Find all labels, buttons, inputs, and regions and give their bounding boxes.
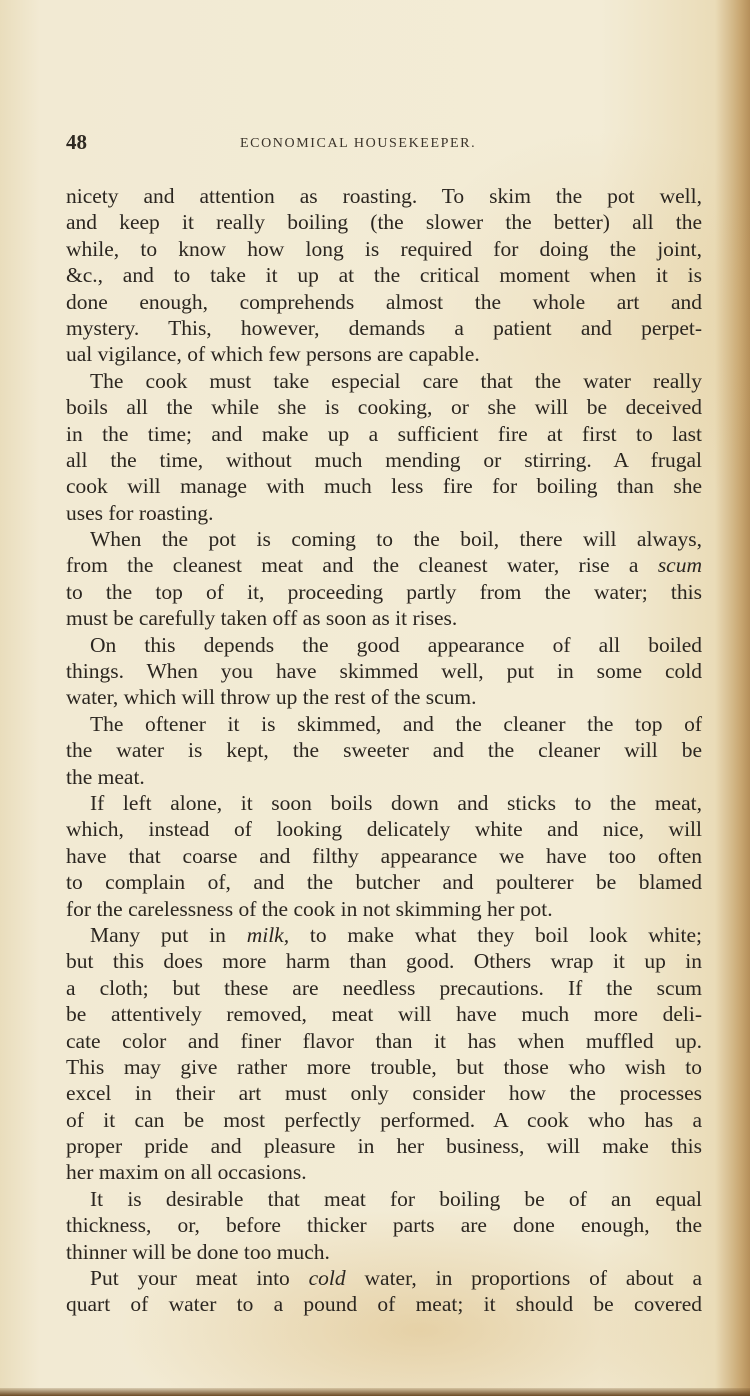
text-line (66, 394, 702, 420)
text-line (66, 1107, 702, 1133)
text-line-content: When the pot is coming to the boil, there will always, (90, 527, 702, 552)
text-line (66, 421, 702, 447)
text-line-content: proper pride and pleasure in her business, will make this (66, 1134, 702, 1159)
text-line-content: &c., and to take it up at the critical moment when it is (66, 263, 702, 288)
text-line (66, 183, 702, 209)
text-line-content: which, instead of looking delicately white and nice, will (66, 817, 702, 842)
paragraph (66, 183, 702, 368)
text-segment: from the cleanest meat and the cleanest water, rise a (66, 553, 658, 578)
text-line-content: of it can be most perfectly performed. A cook who has a (66, 1107, 702, 1132)
text-line (66, 526, 702, 552)
text-line (66, 447, 702, 473)
paragraph (66, 632, 702, 711)
text-line-content: cook will manage with much less fire for boiling than she (66, 474, 702, 499)
text-line (66, 896, 702, 922)
italic-text: milk, (246, 922, 290, 947)
italic-text: cold (308, 1266, 346, 1291)
text-line-content: uses for roasting. (66, 500, 214, 525)
text-line-content: have that coarse and filthy appearance we have too often (66, 843, 702, 868)
text-segment: to make what they boil look white; (289, 922, 702, 947)
text-line (66, 737, 702, 763)
text-line (66, 236, 702, 262)
text-line-content: the meat. (66, 764, 145, 789)
body-text (66, 183, 702, 1318)
text-line (66, 500, 702, 526)
text-line (66, 684, 702, 710)
text-line-content: The oftener it is skimmed, and the cleaner the top of (90, 711, 702, 736)
text-line (66, 341, 702, 367)
text-line (66, 869, 702, 895)
text-line-content: while, to know how long is required for doing the joint, (66, 236, 702, 261)
text-line-content: If left alone, it soon boils down and sticks to the meat, (90, 790, 702, 815)
text-line-content: excel in their art must only consider how the processes (66, 1081, 702, 1106)
text-line (66, 1080, 702, 1106)
text-line-content: and keep it really boiling (the slower the better) all the (66, 210, 702, 235)
text-line (66, 711, 702, 737)
text-line (66, 315, 702, 341)
text-segment: water, in proportions of about a (345, 1266, 702, 1291)
text-line (66, 605, 702, 631)
text-line-content: quart of water to a pound of meat; it should be covered (66, 1292, 702, 1317)
text-line (66, 816, 702, 842)
text-line (66, 262, 702, 288)
paragraph (66, 1186, 702, 1265)
text-line-content: to complain of, and the butcher and poulterer be blamed (66, 870, 702, 895)
text-line-content: water, which will throw up the rest of the scum. (66, 685, 477, 710)
text-line-content: cate color and finer flavor than it has when muffled up. (66, 1028, 702, 1053)
text-line-content: in the time; and make up a sufficient fire at first to last (66, 421, 702, 446)
paragraph (66, 1265, 702, 1318)
italic-text: scum (657, 553, 702, 578)
text-line-content: nicety and attention as roasting. To skim the pot well, (66, 184, 702, 208)
text-line-content: be attentively removed, meat will have much more deli- (66, 1002, 702, 1027)
text-line-content: her maxim on all occasions. (66, 1160, 307, 1185)
text-line-content: but this does more harm than good. Others wrap it up in (66, 949, 702, 974)
text-line-content: It is desirable that meat for boiling be of an equal (90, 1186, 702, 1211)
text-line (66, 658, 702, 684)
text-line-content (66, 552, 702, 578)
text-line (66, 209, 702, 235)
text-line (66, 1054, 702, 1080)
text-segment: Put your meat into (90, 1266, 309, 1291)
text-line-content (90, 1265, 702, 1291)
text-line-content: for the carelessness of the cook in not skimming her pot. (66, 896, 553, 921)
text-line (66, 975, 702, 1001)
text-line (66, 1133, 702, 1159)
text-line (66, 764, 702, 790)
text-line (66, 473, 702, 499)
text-line (66, 790, 702, 816)
text-line-content: a cloth; but these are needless precautions. If the scum (66, 975, 702, 1000)
text-line-content: On this depends the good appearance of all boiled (90, 632, 702, 657)
text-line-content: thickness, or, before thicker parts are done enough, the (66, 1213, 702, 1238)
text-line-content: done enough, comprehends almost the whole art and (66, 289, 702, 314)
paragraph (66, 711, 702, 790)
paragraph (66, 790, 702, 922)
text-line-content: must be carefully taken off as soon as it rises. (66, 606, 458, 631)
text-line (66, 289, 702, 315)
paragraph (66, 526, 702, 632)
text-line (66, 922, 702, 948)
text-line-content: to the top of it, proceeding partly from the water; this (66, 579, 702, 604)
text-line (66, 843, 702, 869)
paragraph (66, 368, 702, 526)
text-line-content: the water is kept, the sweeter and the cleaner will be (66, 738, 702, 763)
text-line (66, 1159, 702, 1185)
text-line-content: all the time, without much mending or stirring. A frugal (66, 447, 702, 472)
running-head: ECONOMICAL HOUSEKEEPER. (240, 136, 477, 151)
text-line (66, 1265, 702, 1291)
text-line (66, 1001, 702, 1027)
text-line (66, 1028, 702, 1054)
text-line (66, 632, 702, 658)
page-number: 48 (66, 130, 87, 154)
text-line (66, 1239, 702, 1265)
text-line (66, 579, 702, 605)
text-line (66, 368, 702, 394)
text-line-content: ual vigilance, of which few persons are capable. (66, 342, 480, 367)
text-line (66, 1212, 702, 1238)
text-line (66, 1186, 702, 1212)
text-line-content: thinner will be done too much. (66, 1239, 330, 1264)
paragraph (66, 922, 702, 1186)
text-line-content: mystery. This, however, demands a patient and perpet- (66, 315, 702, 340)
text-line-content (90, 922, 702, 948)
text-line-content: This may give rather more trouble, but those who wish to (66, 1054, 702, 1079)
text-line (66, 948, 702, 974)
text-segment: Many put in (90, 922, 247, 947)
text-line-content: things. When you have skimmed well, put in some cold (66, 659, 702, 684)
text-line (66, 1291, 702, 1317)
page-bottom-edge (0, 1388, 750, 1396)
text-line-content: The cook must take especial care that the water really (90, 368, 702, 393)
text-line-content: boils all the while she is cooking, or she will be deceived (66, 395, 702, 420)
text-line (66, 552, 702, 578)
